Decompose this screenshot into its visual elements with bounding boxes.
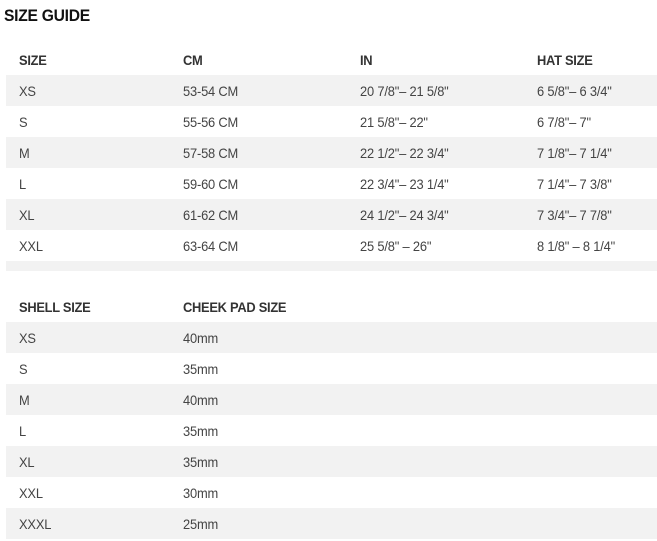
page-title: SIZE GUIDE [4, 6, 90, 25]
table-row [6, 322, 657, 353]
column-header-in: IN [360, 51, 373, 68]
hat-size-cell: 7 1/4"– 7 3/8" [537, 168, 657, 199]
table-header-row [6, 291, 657, 322]
in-cell: 24 1/2"– 24 3/4" [360, 199, 537, 230]
hat-size-cell: 8 1/8" – 8 1/4" [537, 230, 657, 261]
cheek-pad-size-cell: 35mm [183, 415, 657, 446]
table-row [6, 415, 657, 446]
cm-cell: 55-56 CM [183, 106, 360, 137]
table-row [6, 477, 657, 508]
shell-size-cell: M [6, 384, 183, 415]
table-row [6, 508, 657, 539]
table-header-row [6, 44, 657, 75]
table-row [6, 446, 657, 477]
table-row [6, 106, 657, 137]
size-cell: S [6, 106, 183, 137]
in-cell: 22 3/4"– 23 1/4" [360, 168, 537, 199]
in-cell: 25 5/8" – 26" [360, 230, 537, 261]
table-footer-spacer [6, 261, 657, 271]
size-cell: M [6, 137, 183, 168]
shell-size-cell: XS [6, 322, 183, 353]
shell-size-cell: XXXL [6, 508, 183, 539]
hat-size-cell: 7 3/4"– 7 7/8" [537, 199, 657, 230]
cm-cell: 59-60 CM [183, 168, 360, 199]
cm-cell: 57-58 CM [183, 137, 360, 168]
cheek-pad-size-cell: 30mm [183, 477, 657, 508]
table-row [6, 137, 657, 168]
column-header-size: SIZE [19, 51, 47, 68]
shell-size-cell: S [6, 353, 183, 384]
hat-size-cell: 7 1/8"– 7 1/4" [537, 137, 657, 168]
cm-cell: 53-54 CM [183, 75, 360, 106]
size-cell: L [6, 168, 183, 199]
cheek-pad-size-cell: 25mm [183, 508, 657, 539]
table-row [6, 75, 657, 106]
cheek-pad-size-cell: 40mm [183, 384, 657, 415]
shell-size-cell: XL [6, 446, 183, 477]
size-table [6, 44, 657, 271]
cm-cell: 61-62 CM [183, 199, 360, 230]
size-cell: XXL [6, 230, 183, 261]
cheek-pad-size-cell: 40mm [183, 322, 657, 353]
cheek-pad-size-cell: 35mm [183, 446, 657, 477]
cm-cell: 63-64 CM [183, 230, 360, 261]
in-cell: 22 1/2"– 22 3/4" [360, 137, 537, 168]
table-row [6, 199, 657, 230]
table-row [6, 230, 657, 261]
hat-size-cell: 6 5/8"– 6 3/4" [537, 75, 657, 106]
spacer-cell [6, 261, 657, 271]
in-cell: 21 5/8"– 22" [360, 106, 537, 137]
shell-table [6, 291, 657, 539]
shell-size-cell: XXL [6, 477, 183, 508]
size-cell: XS [6, 75, 183, 106]
column-header-shell-size: SHELL SIZE [19, 298, 91, 315]
table-row [6, 384, 657, 415]
size-cell: XL [6, 199, 183, 230]
hat-size-cell: 6 7/8"– 7" [537, 106, 657, 137]
cheek-pad-size-cell: 35mm [183, 353, 657, 384]
in-cell: 20 7/8"– 21 5/8" [360, 75, 537, 106]
table-row [6, 168, 657, 199]
shell-size-cell: L [6, 415, 183, 446]
column-header-cm: CM [183, 51, 203, 68]
column-header-hat-size: HAT SIZE [537, 51, 593, 68]
table-row [6, 353, 657, 384]
column-header-cheek-pad-size: CHEEK PAD SIZE [183, 298, 287, 315]
